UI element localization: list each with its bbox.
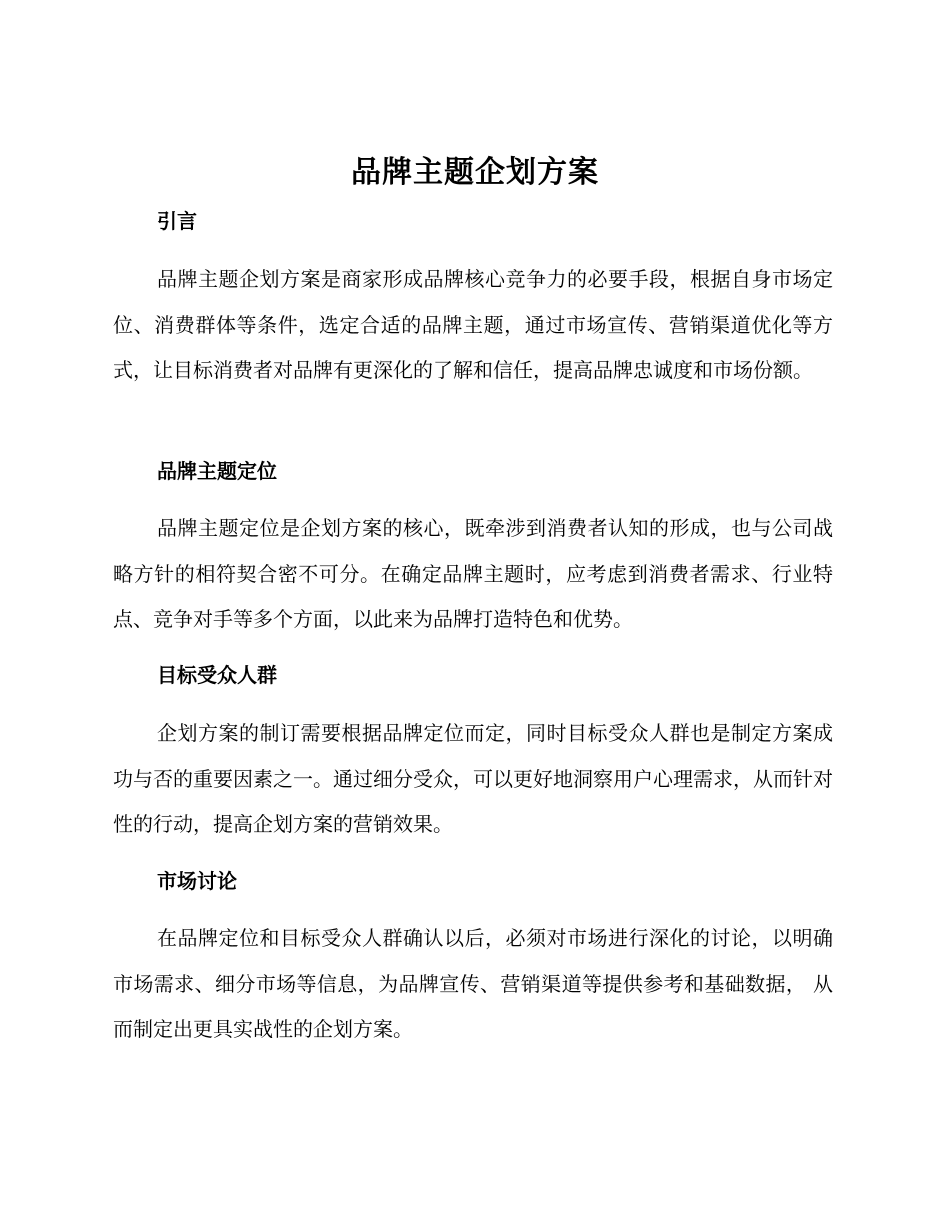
section-heading-intro: 引言: [157, 209, 197, 233]
section-heading-audience: 目标受众人群: [157, 663, 277, 687]
document-title: 品牌主题企划方案: [351, 155, 599, 190]
section-heading-market: 市场讨论: [157, 869, 237, 893]
section-body-audience: 企划方案的制订需要根据品牌定位而定，同时目标受众人群也是制定方案成功与否的重要因素之一。通过细分受众，可以更好地洞察用户心理需求，从而针对性的行动，提高企划方案的营销效果。: [113, 721, 833, 836]
section-body-market: 在品牌定位和目标受众人群确认以后，必须对市场进行深化的讨论，以明确市场需求、细分市场等信息，为品牌宣传、营销渠道等提供参考和基础数据， 从而制定出更具实战性的企划方案。: [113, 926, 833, 1041]
section-heading-positioning: 品牌主题定位: [157, 459, 277, 483]
section-body-intro: 品牌主题企划方案是商家形成品牌核心竞争力的必要手段，根据自身市场定位、消费群体等条件，选定合适的品牌主题，通过市场宣传、营销渠道优化等方式，让目标消费者对品牌有更深化的了解和信任，提高品牌忠诚度和市场份额。: [113, 267, 833, 382]
section-body-positioning: 品牌主题定位是企划方案的核心，既牵涉到消费者认知的形成，也与公司战略方针的相符契合密不可分。在确定品牌主题时，应考虑到消费者需求、行业特点、竞争对手等多个方面，以此来为品牌打造特色和优势。: [113, 516, 833, 631]
